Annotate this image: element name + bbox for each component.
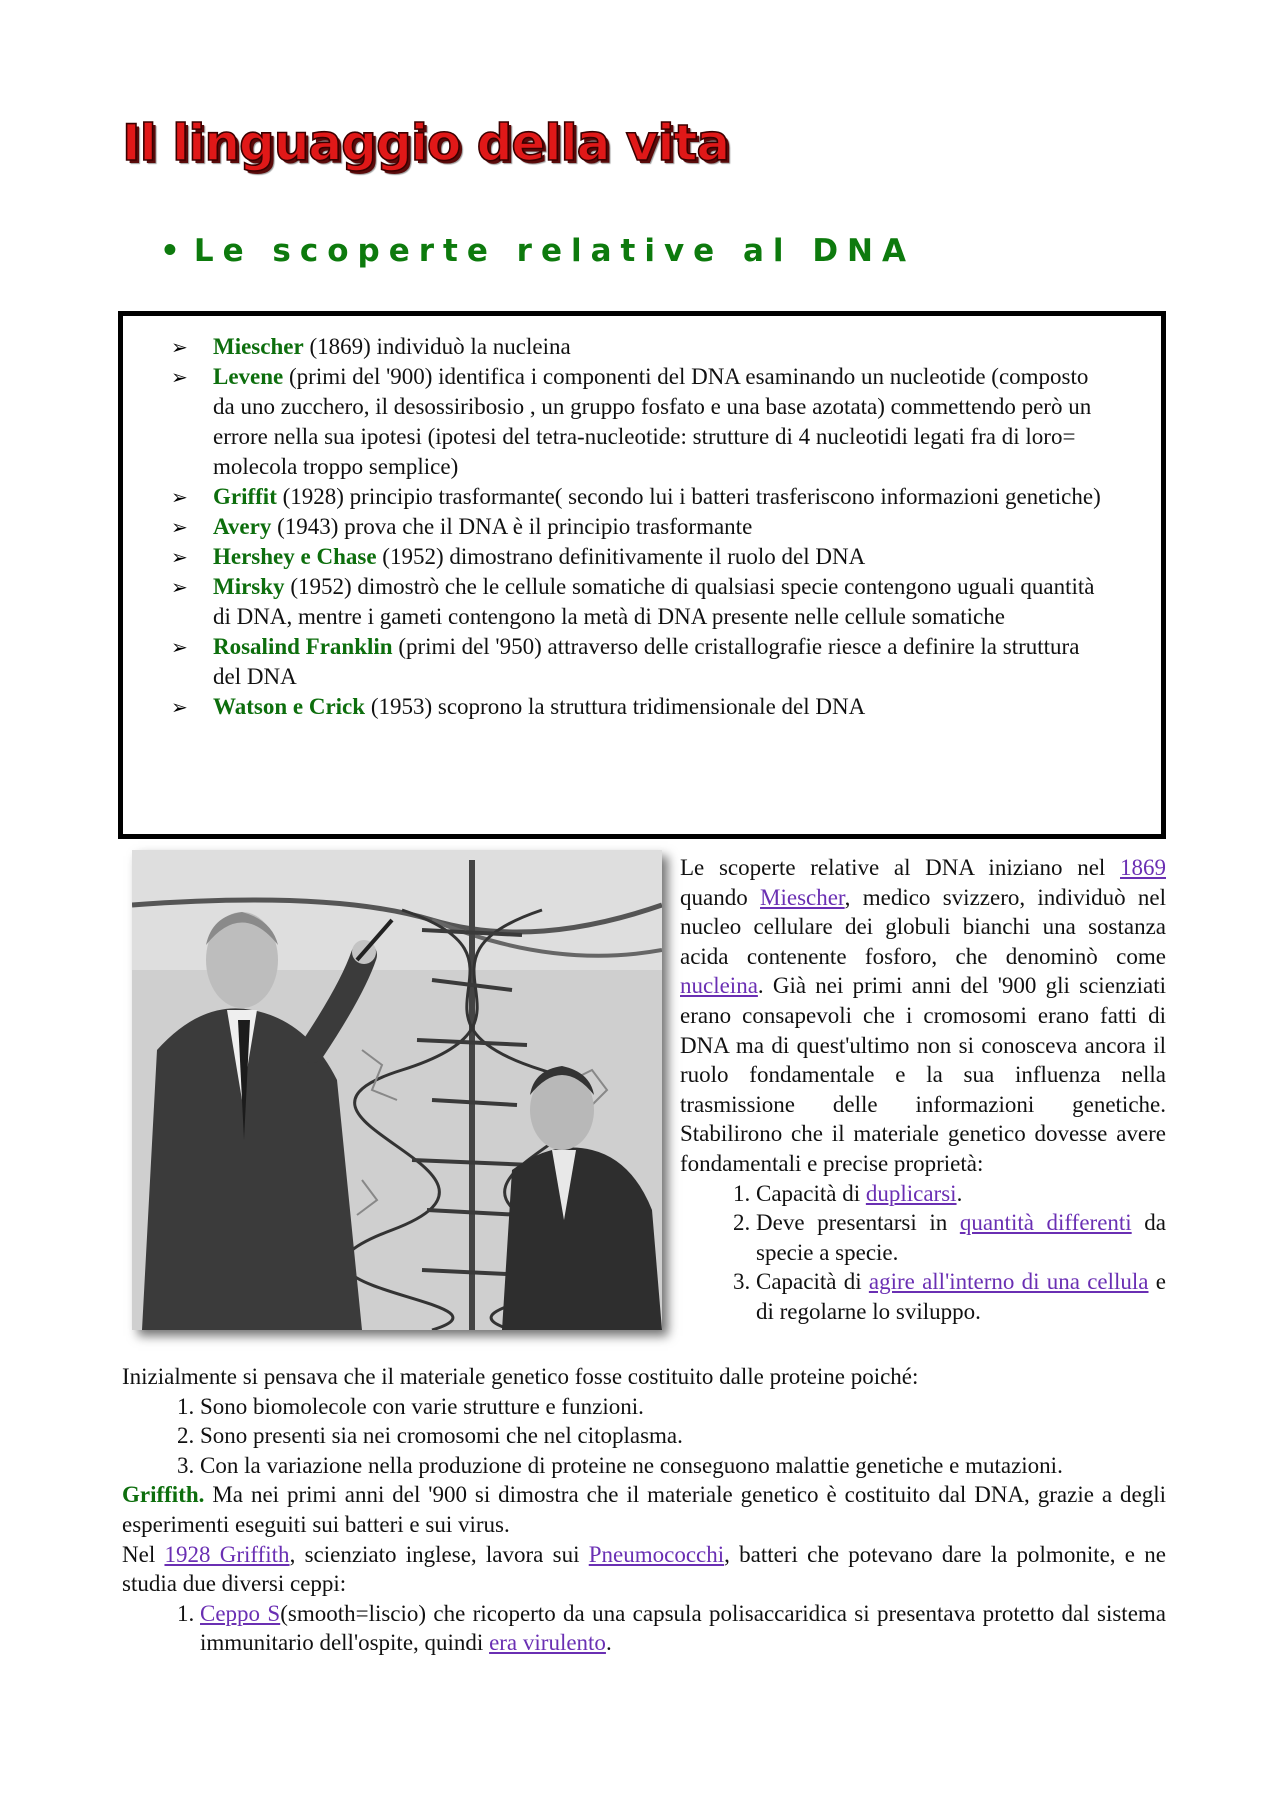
proteins-intro: Inizialmente si pensava che il materiale genetico fosse costituito dalle proteine poiché: — [122, 1364, 919, 1389]
griffith2-text: , batteri che potevano dare la polmonite, e ne studia due diversi ceppi: — [122, 1541, 1166, 1597]
timeline-item — [171, 632, 1113, 692]
proteins-reasons-list — [122, 1392, 1166, 1481]
watson-crick-photo — [132, 850, 662, 1330]
intro-paragraph — [680, 853, 1166, 1179]
property-item — [756, 1179, 1166, 1209]
timeline-text: (1928) principio trasformante( secondo lui i batteri trasferiscono informazioni genetiche) — [276, 484, 1101, 509]
griffith-label: Griffith. — [122, 1482, 205, 1508]
property-text: Deve presentarsi in — [756, 1210, 960, 1236]
scientist-name: Rosalind Franklin — [213, 634, 393, 659]
arrow-bullet-icon: ➢ — [171, 695, 188, 719]
timeline-text: (1953) scoprono la struttura tridimensionale del DNA — [365, 694, 866, 719]
property-item — [756, 1267, 1166, 1326]
subtitle-text: Le scoperte relative al DNA — [193, 233, 915, 269]
page-title: Il linguaggio della vita — [122, 114, 730, 172]
strains-list — [122, 1599, 1166, 1658]
arrow-bullet-icon: ➢ — [171, 635, 188, 659]
property-text: e di regolarne lo sviluppo. — [756, 1269, 1166, 1324]
link-nucleina[interactable]: nucleina — [680, 973, 758, 999]
timeline-item — [171, 572, 1113, 632]
timeline-item — [171, 332, 1113, 362]
link-duplicarsi[interactable]: duplicarsi — [865, 1180, 957, 1206]
link-1928-griffith[interactable]: 1928 Griffith — [164, 1541, 290, 1567]
link-quantita-differenti[interactable]: quantità differenti — [959, 1210, 1132, 1236]
property-text: Capacità di — [756, 1180, 866, 1206]
griffith-experiment-paragraph — [122, 1540, 1166, 1599]
reason-item: 1. Sono biomolecole con varie strutture e funzioni. — [200, 1392, 1166, 1422]
property-item — [756, 1208, 1166, 1267]
strain-text: (smooth=liscio) che ricoperto da una capsula polisaccaridica si presentava protetto dal sistema immunitario dell'ospite, quindi — [200, 1600, 1167, 1656]
timeline-list — [123, 316, 1161, 722]
properties-list — [680, 1179, 1166, 1327]
lower-content — [122, 1362, 1166, 1658]
bullet-icon: • — [160, 233, 180, 269]
scientist-name: Levene — [213, 364, 284, 389]
section-subtitle — [160, 233, 915, 269]
timeline-text: (1869) individuò la nucleina — [303, 334, 571, 359]
intro-text: quando — [680, 884, 761, 910]
link-era-virulento[interactable]: era virulento — [489, 1630, 606, 1656]
scientist-name: Griffit — [213, 484, 277, 509]
timeline-item — [171, 362, 1113, 482]
timeline-text: (1952) dimostrò che le cellule somatiche di qualsiasi specie contengono uguali quantità di DNA, mentre i gameti contengono la metà di DNA presente nelle cellule somatiche — [213, 574, 1095, 629]
timeline-item — [171, 692, 1113, 722]
strain-text: . — [605, 1630, 612, 1656]
link-ceppo-s[interactable]: Ceppo S — [200, 1600, 281, 1626]
link-pneumococchi[interactable]: Pneumococchi — [588, 1541, 725, 1567]
property-text: da specie a specie. — [756, 1210, 1166, 1265]
link-miescher[interactable]: Miescher — [760, 884, 845, 910]
strain-item — [200, 1599, 1166, 1658]
property-text: . — [956, 1180, 963, 1206]
arrow-bullet-icon: ➢ — [171, 515, 188, 539]
timeline-text: (primi del '900) identifica i componenti del DNA esaminando un nucleotide (composto da uno zucchero, il desossiribosio , un gruppo fosfato e una base azotata) commettendo però un errore nella sua ipotesi (ipotesi del tetra-nucleotide: strutture di 4 nucleotidi legati fra di loro= molecola troppo semplice) — [213, 364, 1092, 479]
scientist-name: Hershey e Chase — [213, 544, 377, 569]
reason-item: 2. Sono presenti sia nei cromosomi che nel citoplasma. — [200, 1421, 1166, 1451]
arrow-bullet-icon: ➢ — [171, 365, 188, 389]
arrow-bullet-icon: ➢ — [171, 485, 188, 509]
scientist-name: Miescher — [213, 334, 304, 359]
scientist-name: Avery — [213, 514, 272, 539]
scientist-name: Mirsky — [213, 574, 285, 599]
timeline-item — [171, 482, 1113, 512]
intro-text: Le scoperte relative al DNA iniziano nel — [680, 855, 1120, 880]
photo-illustration — [132, 850, 662, 1330]
arrow-bullet-icon: ➢ — [171, 545, 188, 569]
timeline-box — [118, 311, 1166, 839]
intro-column — [680, 853, 1166, 1327]
timeline-text: (primi del '950) attraverso delle cristallografie riesce a definire la struttura del DNA — [213, 634, 1080, 689]
timeline-item — [171, 542, 1113, 572]
link-agire-cellula[interactable]: agire all'interno di una cellula — [868, 1269, 1149, 1295]
reason-item: 3. Con la variazione nella produzione di proteine ne conseguono malattie genetiche e mutazioni. — [200, 1451, 1166, 1481]
timeline-text: (1952) dimostrano definitivamente il ruolo del DNA — [376, 544, 866, 569]
timeline-item — [171, 512, 1113, 542]
griffith-paragraph — [122, 1480, 1166, 1539]
timeline-text: (1943) prova che il DNA è il principio trasformante — [271, 514, 753, 539]
arrow-bullet-icon: ➢ — [171, 335, 188, 359]
griffith2-text: , scienziato inglese, lavora sui — [289, 1541, 589, 1567]
link-1869[interactable]: 1869 — [1120, 855, 1166, 880]
griffith2-text: Nel — [122, 1541, 165, 1567]
intro-text: . Già nei primi anni del '900 gli scienziati erano consapevoli che i cromosomi erano fatti di DNA ma di quest'ultimo non si conosceva ancora il ruolo fondamentale e la sua influenza nella trasmissione delle informazioni genetiche. Stabilirono che il materiale genetico dovesse avere fondamentali e precise proprietà: — [680, 973, 1166, 1176]
griffith-text: Ma nei primi anni del '900 si dimostra che il materiale genetico è costituito dal DNA, grazie a degli esperimenti eseguiti sui batteri e sui virus. — [122, 1482, 1166, 1537]
arrow-bullet-icon: ➢ — [171, 575, 188, 599]
property-text: Capacità di — [756, 1269, 869, 1295]
scientist-name: Watson e Crick — [213, 694, 366, 719]
intro-text: , medico svizzero, individuò nel nucleo cellulare dei globuli bianchi una sostanza acida contenente fosforo, che denominò come — [680, 884, 1166, 969]
